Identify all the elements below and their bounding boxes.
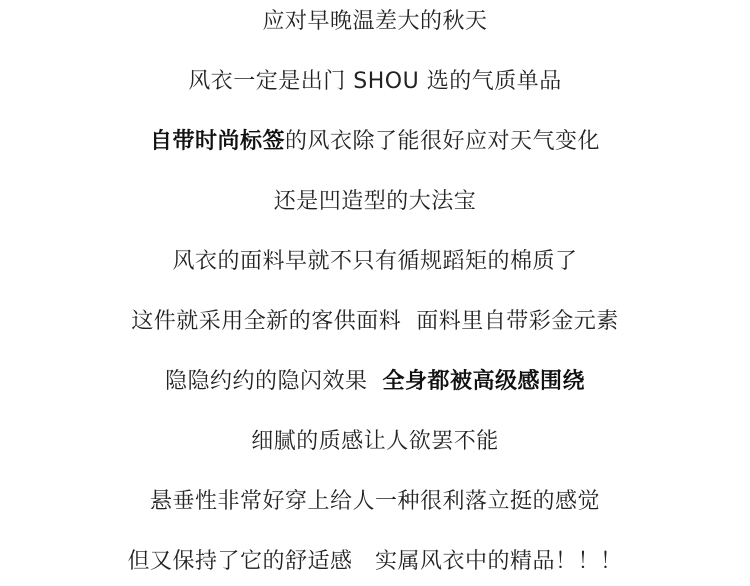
line-text: 的风衣除了能很好应对天气变化 bbox=[285, 129, 601, 154]
line-text: 这件就采用全新的客供面料 面料里自带彩金元素 bbox=[131, 309, 619, 334]
line-text: 细腻的质感让人欲罢不能 bbox=[251, 429, 499, 454]
text-line bbox=[0, 67, 750, 97]
emphasis-text: 自带时尚标签 bbox=[149, 129, 285, 154]
text-line bbox=[0, 307, 750, 337]
line-text: 悬垂性非常好穿上给人一种很利落立挺的感觉 bbox=[149, 489, 600, 514]
text-line bbox=[0, 247, 750, 277]
text-line bbox=[0, 487, 750, 517]
text-line bbox=[0, 7, 750, 37]
line-text: 隐隐约约的隐闪效果 bbox=[164, 369, 383, 394]
line-text: 风衣的面料早就不只有循规蹈矩的棉质了 bbox=[172, 249, 578, 274]
line-text: 还是凹造型的大法宝 bbox=[273, 189, 477, 214]
text-line bbox=[0, 367, 750, 397]
line-text: 但又保持了它的舒适感 实属风衣中的精品！！！ bbox=[127, 549, 623, 574]
text-line bbox=[0, 547, 750, 577]
text-line bbox=[0, 127, 750, 157]
line-text: 风衣一定是出门 SHOU 选的气质单品 bbox=[188, 69, 562, 94]
text-line bbox=[0, 187, 750, 217]
emphasis-text: 全身都被高级感围绕 bbox=[382, 369, 585, 394]
text-line bbox=[0, 427, 750, 457]
line-text: 应对早晚温差大的秋天 bbox=[262, 9, 488, 34]
